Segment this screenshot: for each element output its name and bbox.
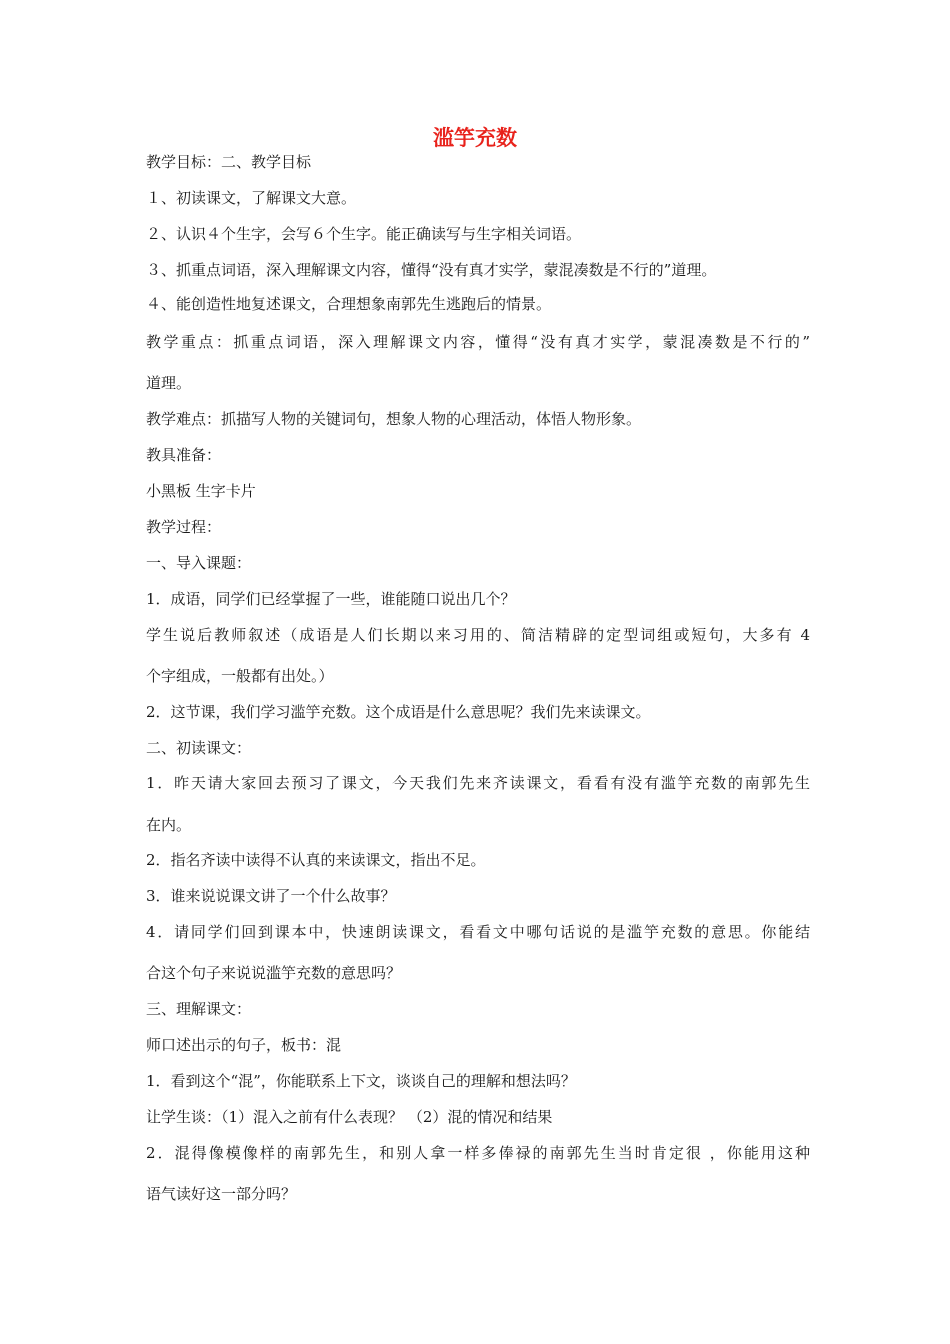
text-line: 二、初读课文： (146, 739, 252, 757)
text-line: 教学过程： (146, 518, 222, 536)
text-line: 语气读好这一部分吗？ (146, 1185, 297, 1203)
text-line: 1．看到这个“混”，你能联系上下文，谈谈自己的理解和想法吗？ (146, 1072, 576, 1090)
text-line: １、初读课文，了解课文大意。 (146, 189, 357, 207)
text-line: ３、抓重点词语，深入理解课文内容，懂得“没有真才实学，蒙混凑数是不行的”道理。 (146, 261, 717, 279)
text-line: 道理。 (146, 374, 192, 392)
text-line: 学生说后教师叙述（成语是人们长期以来习用的、简洁精辟的定型词组或短句，大多有 4 (146, 626, 810, 644)
text-line: 一、导入课题： (146, 554, 252, 572)
text-line: 小黑板 生字卡片 (146, 482, 256, 500)
text-line: 教学难点：抓描写人物的关键词句，想象人物的心理活动，体悟人物形象。 (146, 410, 642, 428)
text-line: 让学生谈：（1）混入之前有什么表现？ （2）混的情况和结果 (146, 1108, 553, 1126)
text-line: 1．昨天请大家回去预习了课文，今天我们先来齐读课文，看看有没有滥竽充数的南郭先生 (146, 774, 810, 792)
text-line: 4．请同学们回到课本中，快速朗读课文，看看文中哪句话说的是滥竽充数的意思。你能结 (146, 923, 810, 941)
text-line: 教学重点：抓重点词语，深入理解课文内容，懂得“没有真才实学，蒙混凑数是不行的” (146, 333, 810, 351)
text-line: 三、理解课文： (146, 1000, 252, 1018)
text-line: 合这个句子来说说滥竽充数的意思吗？ (146, 964, 402, 982)
text-line: 1．成语，同学们已经掌握了一些，谁能随口说出几个？ (146, 590, 516, 608)
text-line: ４、能创造性地复述课文，合理想象南郭先生逃跑后的情景。 (146, 295, 552, 313)
text-line: 教学目标：二、教学目标 (146, 153, 312, 171)
document-title: 滥竽充数 (433, 126, 517, 150)
text-line: 个字组成，一般都有出处。） (146, 667, 334, 685)
text-line: 在内。 (146, 816, 192, 834)
text-line: 3．谁来说说课文讲了一个什么故事？ (146, 887, 396, 905)
text-line: 2．混得像模像样的南郭先生，和别人拿一样多俸禄的南郭先生当时肯定很 ，你能用这种 (146, 1144, 810, 1162)
text-line: 2．指名齐读中读得不认真的来读课文，指出不足。 (146, 851, 486, 869)
text-line: ２、认识４个生字，会写６个生字。能正确读写与生字相关词语。 (146, 225, 582, 243)
text-line: 教具准备： (146, 446, 222, 464)
text-line: 2．这节课，我们学习滥竽充数。这个成语是什么意思呢？我们先来读课文。 (146, 703, 651, 721)
text-line: 师口述出示的句子，板书：混 (146, 1036, 342, 1054)
